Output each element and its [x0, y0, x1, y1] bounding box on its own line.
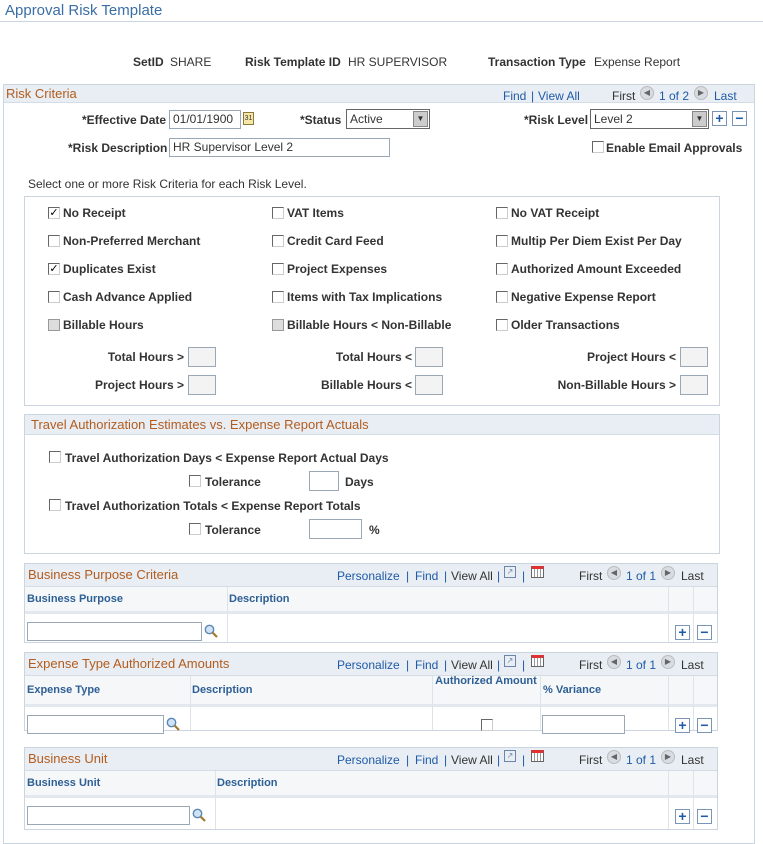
billable-hours-lt-input[interactable] — [415, 375, 443, 395]
billable-hours-lt-label: Billable Hours < — [320, 378, 412, 392]
add-row-button[interactable]: + — [675, 718, 690, 733]
risk-description-label: *Risk Description — [68, 141, 168, 155]
bp-column-header-row — [25, 587, 717, 614]
status-select[interactable] — [346, 109, 430, 129]
row-count: 1 of 1 — [626, 658, 657, 672]
non-billable-hours-gt-label: Non-Billable Hours > — [557, 378, 676, 392]
bu-input[interactable] — [27, 806, 190, 825]
txn-type-value: Expense Report — [594, 55, 681, 69]
view-all-link[interactable]: View All — [451, 658, 493, 672]
bu-column-1-header: Business Unit — [27, 777, 101, 789]
next-icon[interactable]: ▶ — [661, 750, 675, 764]
previous-icon[interactable]: ◀ — [640, 86, 654, 100]
authorized-amount-exceeded-checkbox[interactable] — [496, 263, 508, 275]
row-count: 1 of 2 — [659, 89, 690, 103]
totals-tolerance-label: Tolerance — [205, 523, 261, 537]
download-grid-icon[interactable] — [531, 655, 544, 667]
lookup-icon[interactable] — [166, 717, 180, 731]
et-column-1-header: Expense Type — [27, 684, 101, 696]
column-divider — [693, 676, 694, 730]
project-hours-lt-input[interactable] — [680, 347, 708, 367]
add-row-button[interactable]: + — [712, 111, 727, 126]
find-link[interactable]: Find — [415, 658, 439, 672]
calendar-icon[interactable]: 31 — [243, 112, 254, 125]
duplicates-exist-label: Duplicates Exist — [63, 262, 156, 276]
billable-hours-non-billable-label: Billable Hours < Non-Billable — [287, 318, 452, 332]
previous-icon[interactable]: ◀ — [607, 750, 621, 764]
add-row-button[interactable]: + — [675, 809, 690, 824]
last-label: Last — [681, 658, 704, 672]
non-preferred-merchant-label: Non-Preferred Merchant — [63, 234, 201, 248]
percent-variance-input[interactable] — [542, 715, 625, 734]
separator: | — [444, 569, 448, 583]
download-grid-icon[interactable] — [531, 566, 544, 578]
next-icon[interactable]: ▶ — [661, 655, 675, 669]
find-link[interactable]: Find — [503, 89, 527, 103]
et-grid-title: Expense Type Authorized Amounts — [28, 656, 230, 671]
bu-grid-title: Business Unit — [28, 751, 108, 766]
credit-card-feed-label: Credit Card Feed — [287, 234, 384, 248]
project-hours-lt-label: Project Hours < — [586, 350, 676, 364]
txn-type-label: Transaction Type — [488, 55, 586, 69]
separator: | — [522, 753, 526, 767]
separator: | — [406, 658, 410, 672]
billable-hours-non-billable-checkbox[interactable] — [272, 319, 284, 331]
no-vat-receipt-checkbox[interactable] — [496, 207, 508, 219]
previous-icon[interactable]: ◀ — [607, 566, 621, 580]
non-billable-hours-gt-input[interactable] — [680, 375, 708, 395]
row-count: 1 of 1 — [626, 569, 657, 583]
project-hours-gt-label: Project Hours > — [94, 378, 184, 392]
bp-input[interactable] — [27, 622, 202, 641]
lookup-icon[interactable] — [204, 624, 218, 638]
project-hours-gt-input[interactable] — [188, 375, 216, 395]
items-with-tax-implications-label: Items with Tax Implications — [287, 290, 443, 304]
template-label: Risk Template ID — [245, 55, 341, 69]
totals-tolerance-input[interactable] — [309, 519, 362, 539]
effective-date-label: *Effective Date — [82, 113, 167, 127]
personalize-link[interactable]: Personalize — [337, 658, 400, 672]
column-divider — [540, 676, 541, 730]
totals-tolerance-checkbox[interactable] — [189, 523, 201, 535]
project-expenses-checkbox[interactable] — [272, 263, 284, 275]
bp-description-header: Description — [229, 593, 290, 605]
cash-advance-applied-checkbox[interactable] — [48, 291, 60, 303]
column-divider — [227, 587, 228, 642]
authorized-amount-checkbox[interactable] — [481, 719, 493, 731]
billable-hours-label: Billable Hours — [63, 318, 144, 332]
bp-grid-title: Business Purpose Criteria — [28, 567, 179, 582]
vat-items-label: VAT Items — [287, 206, 344, 220]
separator: | — [497, 753, 501, 767]
column-divider — [668, 587, 669, 642]
separator: | — [522, 569, 526, 583]
view-all-link[interactable]: View All — [538, 89, 580, 103]
separator: | — [497, 569, 501, 583]
separator: | — [522, 658, 526, 672]
credit-card-feed-checkbox[interactable] — [272, 235, 284, 247]
column-divider — [668, 771, 669, 829]
add-row-button[interactable]: + — [675, 625, 690, 640]
total-hours-gt-input[interactable] — [188, 347, 216, 367]
page-title: Approval Risk Template — [5, 2, 163, 19]
next-icon[interactable]: ▶ — [694, 86, 708, 100]
setid-value: SHARE — [170, 55, 212, 69]
separator: | — [444, 658, 448, 672]
find-link[interactable]: Find — [415, 753, 439, 767]
multip-per-diem-exist-per-day-checkbox[interactable] — [496, 235, 508, 247]
vat-items-checkbox[interactable] — [272, 207, 284, 219]
total-hours-gt-label: Total Hours > — [107, 350, 184, 364]
template-value: HR SUPERVISOR — [348, 55, 448, 69]
chevron-down-icon: ▼ — [692, 111, 707, 127]
risk-level-label: *Risk Level — [524, 113, 589, 127]
column-divider — [693, 771, 694, 829]
bp-column-1-header: Business Purpose — [27, 593, 123, 605]
non-preferred-merchant-checkbox[interactable] — [48, 235, 60, 247]
authorized-amount-exceeded-label: Authorized Amount Exceeded — [511, 262, 682, 276]
separator: | — [531, 89, 535, 103]
last-label: Last — [681, 753, 704, 767]
risk-level-value: Level 2 — [594, 112, 633, 126]
billable-hours-checkbox[interactable] — [48, 319, 60, 331]
travel-title: Travel Authorization Estimates vs. Expense Report Actuals — [31, 417, 369, 432]
next-icon[interactable]: ▶ — [661, 566, 675, 580]
negative-expense-report-label: Negative Expense Report — [511, 290, 656, 304]
duplicates-exist-checkbox[interactable]: ✓ — [49, 263, 59, 275]
lookup-icon[interactable] — [192, 808, 206, 822]
find-link[interactable]: Find — [415, 569, 439, 583]
download-grid-icon[interactable] — [531, 750, 544, 762]
first-label: First — [579, 658, 603, 672]
status-label: *Status — [300, 113, 342, 127]
effective-date-input[interactable]: 01/01/1900 — [169, 110, 241, 129]
et-input[interactable] — [27, 715, 164, 734]
no-vat-receipt-label: No VAT Receipt — [511, 206, 600, 220]
column-divider — [190, 676, 191, 730]
separator: | — [444, 753, 448, 767]
delete-row-button[interactable]: − — [697, 809, 712, 824]
no-receipt-checkbox[interactable]: ✓ — [49, 207, 59, 219]
travel-totals-label: Travel Authorization Totals < Expense Report Totals — [65, 499, 361, 513]
negative-expense-report-checkbox[interactable] — [496, 291, 508, 303]
personalize-link[interactable]: Personalize — [337, 569, 400, 583]
days-unit-label: Days — [345, 475, 374, 489]
view-all-link[interactable]: View All — [451, 569, 493, 583]
separator: | — [406, 569, 410, 583]
column-divider — [668, 676, 669, 730]
chevron-down-icon: ▼ — [413, 111, 428, 127]
travel-days-checkbox[interactable] — [49, 451, 61, 463]
delete-row-button[interactable]: − — [697, 625, 712, 640]
total-hours-lt-input[interactable] — [415, 347, 443, 367]
cash-advance-applied-label: Cash Advance Applied — [63, 290, 193, 304]
percent-variance-header: % Variance — [543, 684, 602, 696]
multip-per-diem-exist-per-day-label: Multip Per Diem Exist Per Day — [511, 234, 682, 248]
new-window-icon[interactable]: ↗ — [504, 750, 516, 762]
et-description-header: Description — [192, 684, 253, 696]
separator: | — [406, 753, 410, 767]
bu-description-header: Description — [217, 777, 278, 789]
setid-label: SetID — [133, 55, 164, 69]
new-window-icon[interactable]: ↗ — [504, 566, 516, 578]
new-window-icon[interactable]: ↗ — [504, 655, 516, 667]
separator: | — [497, 658, 501, 672]
days-tolerance-input[interactable] — [309, 471, 339, 491]
enable-email-label: Enable Email Approvals — [606, 141, 743, 155]
days-tolerance-label: Tolerance — [205, 475, 261, 489]
risk-criteria-title: Risk Criteria — [6, 86, 77, 101]
risk-level-select[interactable] — [590, 109, 709, 129]
column-divider — [215, 771, 216, 829]
personalize-link[interactable]: Personalize — [337, 753, 400, 767]
previous-icon[interactable]: ◀ — [607, 655, 621, 669]
first-label: First — [612, 89, 636, 103]
et-column-header-row — [25, 676, 717, 707]
no-receipt-label: No Receipt — [63, 206, 126, 220]
travel-totals-checkbox[interactable] — [49, 499, 61, 511]
delete-row-button[interactable]: − — [732, 111, 747, 126]
items-with-tax-implications-checkbox[interactable] — [272, 291, 284, 303]
bu-column-header-row — [25, 771, 717, 798]
last-link[interactable]: Last — [714, 89, 737, 103]
days-tolerance-checkbox[interactable] — [189, 475, 201, 487]
first-label: First — [579, 569, 603, 583]
column-divider — [432, 676, 433, 730]
authorized-amount-header: Authorized Amount — [435, 675, 537, 687]
title-rule — [0, 21, 763, 22]
older-transactions-checkbox[interactable] — [496, 319, 508, 331]
percent-label: % — [369, 523, 380, 537]
delete-row-button[interactable]: − — [697, 718, 712, 733]
older-transactions-label: Older Transactions — [511, 318, 620, 332]
project-expenses-label: Project Expenses — [287, 262, 388, 276]
total-hours-lt-label: Total Hours < — [335, 350, 412, 364]
column-divider — [693, 587, 694, 642]
travel-days-label: Travel Authorization Days < Expense Report Actual Days — [65, 451, 389, 465]
instruction-text: Select one or more Risk Criteria for each Risk Level. — [28, 177, 307, 191]
row-count: 1 of 1 — [626, 753, 657, 767]
status-value: Active — [350, 112, 383, 126]
risk-description-input[interactable]: HR Supervisor Level 2 — [169, 138, 390, 157]
last-label: Last — [681, 569, 704, 583]
enable-email-checkbox[interactable] — [592, 141, 604, 153]
first-label: First — [579, 753, 603, 767]
view-all-link[interactable]: View All — [451, 753, 493, 767]
